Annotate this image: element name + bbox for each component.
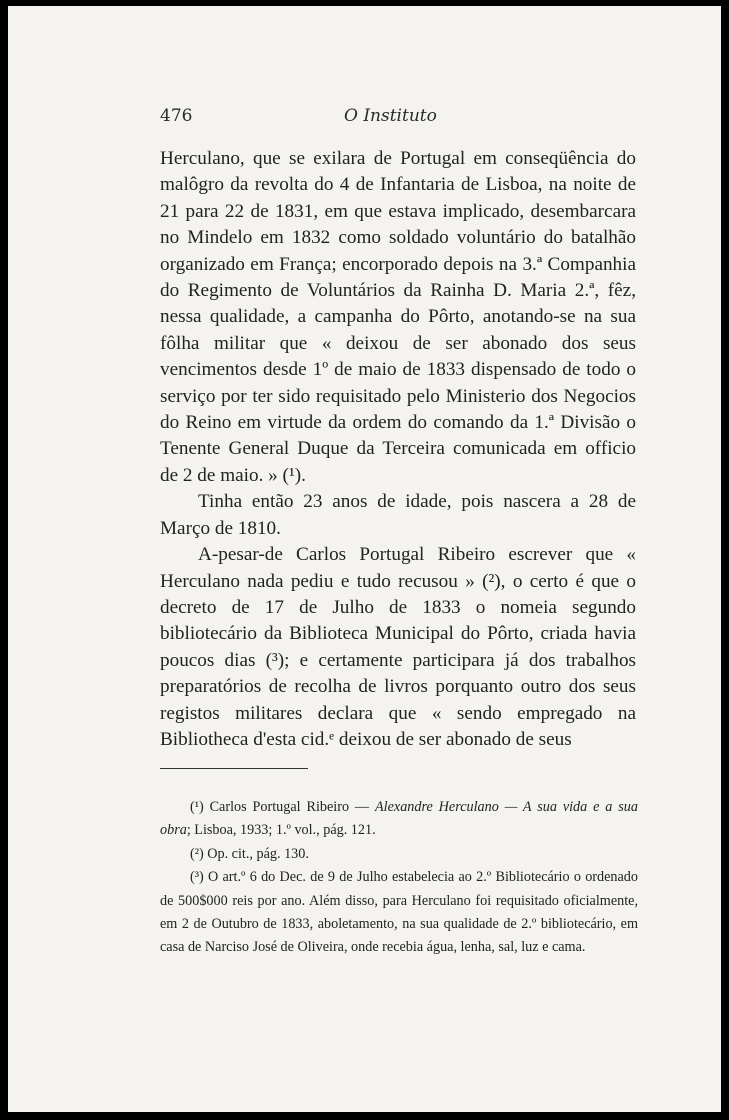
footnote-1-title: Alexandre Herculano — A sua vida e a sua obra (160, 799, 638, 839)
footnote-1-author: Carlos Portugal Ribeiro — (209, 799, 375, 815)
footnote-1-marker: (¹) (190, 799, 204, 815)
running-title: O Instituto (344, 106, 437, 126)
footnote-2: (²) Op. cit., pág. 130. (190, 845, 309, 862)
page-header (160, 106, 638, 130)
page-number: 476 (160, 106, 193, 126)
body-text (160, 146, 636, 753)
footnote-3: (³) O art.º 6 do Dec. de 9 de Julho estabelecia ao 2.º Bibliotecário o ordenado de 500$000 reis por ano. Além disso, para Herculano foi requisitado oficialmente, em 2 de Outubro de 1833, aboletamento, na sua qualidade de 2.º bibliotecário, em casa de Narciso José de Oliveira, onde recebia água, lenha, sal, luz e cama. (160, 869, 638, 956)
footnotes (160, 796, 638, 960)
book-page (8, 6, 721, 1112)
paragraph-1: Herculano, que se exilara de Portugal em conseqüência do malôgro da revolta do 4 de Infantaria de Lisboa, na noite de 21 para 22 de 1831, em que estava implicado, desembarcara no Mindelo em 1832 como soldado voluntário do batalhão organizado em França; encorporado depois na 3.ª Companhia do Regimento de Voluntários da Rainha D. Maria 2.ª, fêz, nessa qualidade, a campanha do Pôrto, anotando-se na sua fôlha militar que « deixou de ser abonado dos seus vencimentos desde 1º de maio de 1833 dispensado de todo o serviço por ter sido requisitado pelo Ministerio dos Negocios do Reino em virtude da ordem do comando da 1.ª Divisão o Tenente General Duque da Terceira comunicada em officio de 2 de maio. » (¹). (160, 148, 636, 486)
paragraph-2: Tinha então 23 anos de idade, pois nascera a 28 de Março de 1810. (160, 491, 636, 539)
paragraph-3: A-pesar-de Carlos Portugal Ribeiro escrever que « Herculano nada pediu e tudo recusou » (²), o certo é que o decreto de 17 de Julho de 1833 o nomeia segundo bibliotecário da Biblioteca Municipal do Pôrto, criada havia poucos dias (³); e certamente participara já dos trabalhos preparatórios de recolha de livros porquanto outro dos seus registos militares declara que « sendo empregado na Bibliotheca d'esta cid.ᵉ deixou de ser abonado de seus (160, 544, 636, 750)
footnote-1-rest: ; Lisboa, 1933; 1.º vol., pág. 121. (186, 822, 376, 839)
footnote-divider (160, 768, 308, 769)
footnote-1 (160, 796, 638, 843)
